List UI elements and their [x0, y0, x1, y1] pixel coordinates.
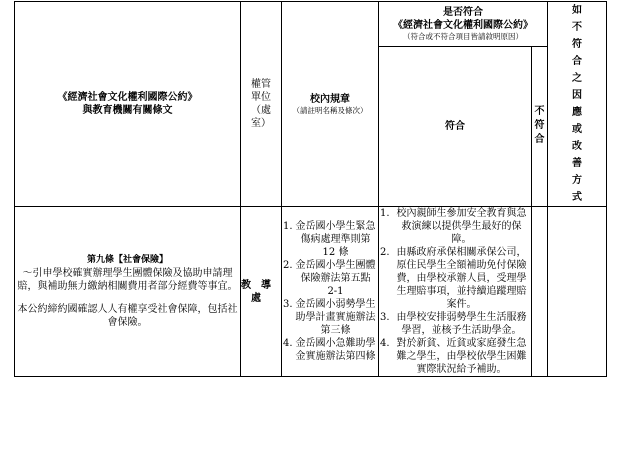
conform-group-subtitle: 《經濟社會文化權利國際公約》 — [393, 19, 533, 31]
convention-compliance-table — [14, 1, 607, 377]
unit-cell — [241, 207, 282, 377]
not-conform-cell — [532, 207, 548, 377]
unit-header-line-2: 單位 — [251, 92, 271, 103]
unit-text: 教導處 — [241, 279, 281, 304]
article-text-2: 本公約締約國確認人人有權享受社會保障，包括社會保險。 — [17, 304, 238, 328]
conform-no-header — [532, 46, 548, 206]
conform-group-header — [379, 2, 548, 47]
conform-yes-label: 符合 — [445, 120, 465, 132]
rules-cell — [282, 207, 379, 377]
article-cell — [15, 207, 241, 377]
rule-item: 4. 金岳國小急難助學金實施辦法第四條 — [283, 338, 376, 362]
conform-group-title: 是否符合 — [443, 6, 483, 18]
rules-header-note: （請註明名稱及條次） — [292, 105, 368, 115]
unit-header-line-1: 權管 — [251, 79, 271, 90]
conform-no-label: 不符合 — [534, 106, 545, 146]
conform-reason-item: 1. 校內親師生參加安全教育與急救演練以提供學生最好的保障。 — [380, 208, 527, 245]
rule-item: 2. 金岳國小學生團體保險辦法第五點 2-1 — [283, 260, 376, 297]
rule-item: 3. 金岳國小弱勢學生助學計畫實施辦法第三條 — [283, 299, 376, 336]
article-header-line-2: 與教育機關有關條文 — [82, 105, 173, 116]
article-title: 第九條【社會保險】 — [86, 255, 168, 265]
article-header-line-1: 《經濟社會文化權利國際公約》 — [57, 92, 198, 103]
rule-item: 1. 金岳國小學生緊急傷病處理準則第 12 條 — [283, 221, 376, 258]
rules-header — [282, 2, 379, 207]
article-header — [15, 2, 241, 207]
rules-header-title: 校內規章 — [310, 93, 350, 105]
conform-reasons-cell — [379, 207, 532, 377]
conform-reason-item: 4. 對於新貧、近貧或家庭發生急難之學生，由學校依學生困難實際狀況給予補助。 — [380, 338, 527, 375]
unit-header — [241, 2, 282, 207]
unit-header-line-4: 室） — [251, 118, 271, 129]
article-text-1: ～引申學校確實辦理學生團體保險及協助申請理賠，與補助無力繳納相關費用者部分經費等事宜。 — [17, 268, 238, 292]
reason-header — [548, 2, 607, 207]
conform-reason-item: 2. 由縣政府承保相關承保公司，原住民學生全額補助免付保險費，由學校承辦人員，受理學生理賠事項，並持續追蹤理賠案件。 — [380, 247, 527, 310]
improvement-cell — [548, 207, 607, 377]
conform-group-note: （符合或不符合項目皆請敘明原因） — [403, 31, 523, 41]
conform-yes-header — [379, 46, 532, 206]
reason-header-text: 如不符合之因應或改善方式 — [572, 5, 582, 203]
unit-header-line-3: （處 — [251, 105, 271, 116]
conform-reason-item: 3. 由學校安排弱勢學生生活服務學習，並核予生活助學金。 — [380, 312, 527, 336]
